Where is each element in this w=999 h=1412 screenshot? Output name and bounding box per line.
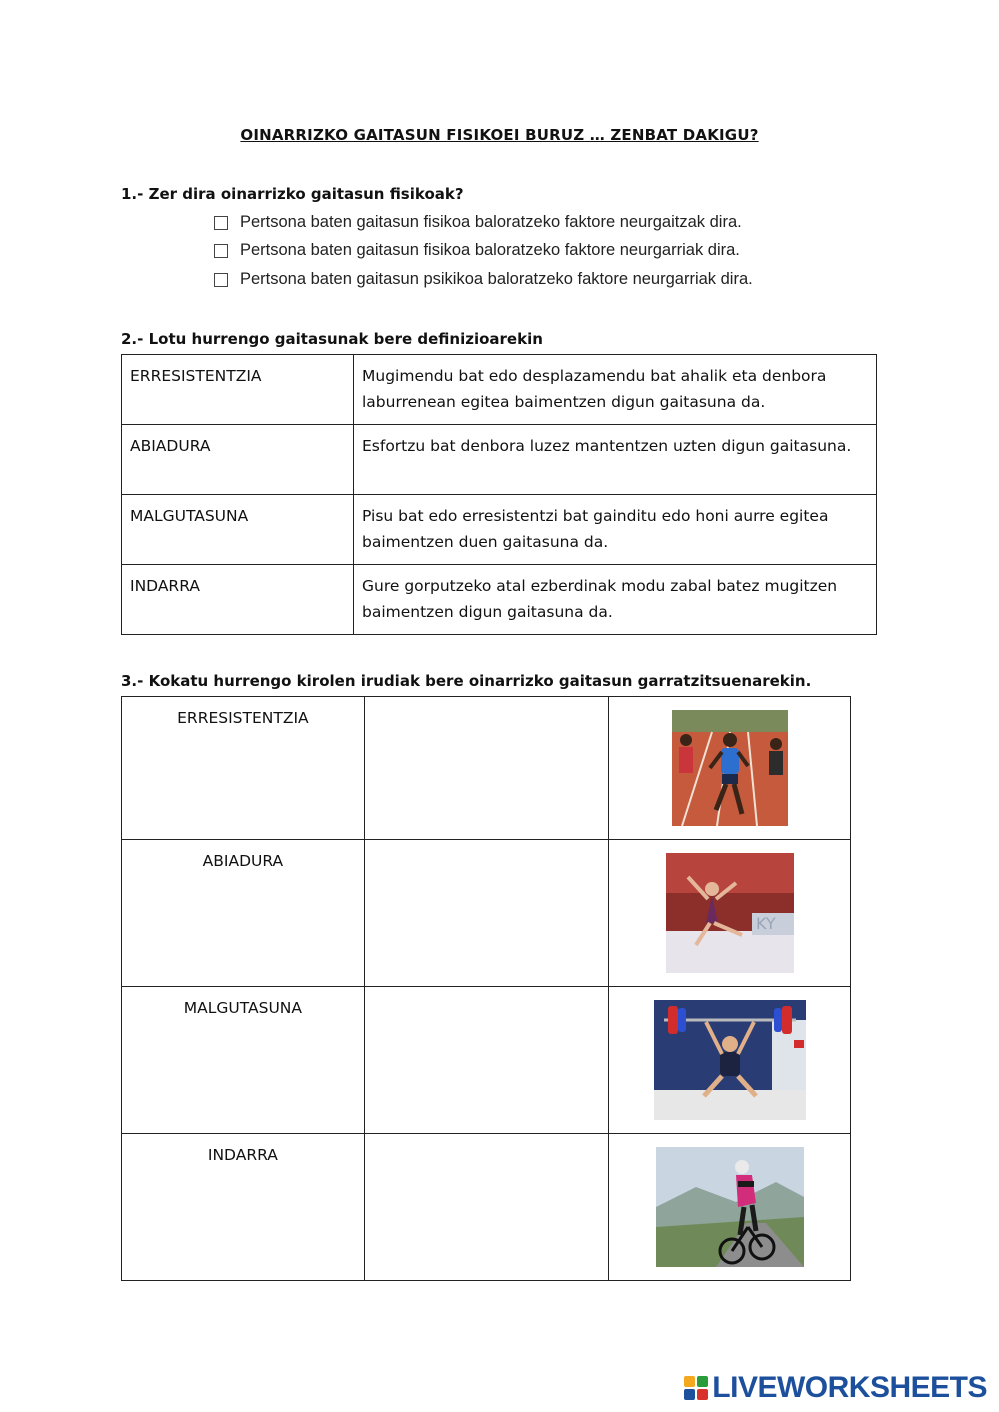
brand-name: LIVEWORKSHEETS — [712, 1371, 987, 1404]
term-cell[interactable]: ABIADURA — [122, 425, 354, 495]
definition-cell[interactable]: Pisu bat edo erresistentzi bat gainditu edo honi aurre egitea baimentzen duen gaitasuna da. — [354, 495, 877, 565]
gymnast-photo-icon[interactable] — [666, 853, 794, 973]
table-row — [122, 565, 877, 635]
table-row — [122, 355, 877, 425]
definition-cell[interactable]: Gure gorputzeko atal ezberdinak modu zabal batez mugitzen baimentzen digun gaitasuna da. — [354, 565, 877, 635]
option-2-label: Pertsona baten gaitasun fisikoa baloratzeko faktore neurgarriak dira. — [240, 241, 740, 259]
table-row — [122, 425, 877, 495]
option-1-label: Pertsona baten gaitasun fisikoa baloratzeko faktore neurgaitzak dira. — [240, 213, 742, 231]
option-3[interactable] — [214, 270, 753, 289]
option-3-label: Pertsona baten gaitasun psikikoa baloratzeko faktore neurgarriak dira. — [240, 270, 753, 288]
checkbox-2[interactable] — [214, 244, 228, 258]
svg-text:KY: KY — [755, 914, 776, 933]
question-1-heading: 1.- Zer dira oinarrizko gaitasun fisikoak? — [121, 185, 464, 203]
option-2[interactable] — [214, 241, 740, 260]
worksheet-title: OINARRIZKO GAITASUN FISIKOEI BURUZ … ZENBAT DAKIGU? — [240, 126, 759, 144]
term-cell[interactable]: ERRESISTENTZIA — [122, 355, 354, 425]
logo-block — [697, 1389, 708, 1400]
checkbox-3[interactable] — [214, 273, 228, 287]
logo-block — [684, 1376, 695, 1387]
term-cell[interactable]: INDARRA — [122, 565, 354, 635]
image-sorting-table — [121, 696, 851, 1281]
weightlifter-photo-icon[interactable] — [654, 1000, 806, 1120]
table-row — [122, 987, 851, 1134]
question-3-heading: 3.- Kokatu hurrengo kirolen irudiak bere oinarrizko gaitasun garratzitsuenarekin. — [121, 672, 812, 690]
category-label: ERRESISTENTZIA — [122, 697, 365, 840]
cyclist-photo-icon[interactable] — [656, 1147, 804, 1267]
liveworksheets-logo-icon — [684, 1376, 708, 1400]
drop-zone[interactable] — [364, 1134, 608, 1281]
category-label: ABIADURA — [122, 840, 365, 987]
definition-cell[interactable]: Mugimendu bat edo desplazamendu bat ahalik eta denbora laburrenean egitea baimentzen digun gaitasuna da. — [354, 355, 877, 425]
image-cell — [609, 1134, 851, 1281]
table-row — [122, 697, 851, 840]
drop-zone[interactable] — [364, 840, 608, 987]
drop-zone[interactable] — [364, 987, 608, 1134]
logo-block — [684, 1389, 695, 1400]
option-1[interactable] — [214, 213, 742, 232]
image-cell — [609, 697, 851, 840]
sprinter-photo-icon[interactable] — [672, 710, 788, 826]
term-cell[interactable]: MALGUTASUNA — [122, 495, 354, 565]
table-row — [122, 840, 851, 987]
footer-logo[interactable] — [684, 1371, 987, 1405]
category-label: INDARRA — [122, 1134, 365, 1281]
definition-cell[interactable]: Esfortzu bat denbora luzez mantentzen uzten digun gaitasuna. — [354, 425, 877, 495]
table-row — [122, 495, 877, 565]
drop-zone[interactable] — [364, 697, 608, 840]
checkbox-1[interactable] — [214, 216, 228, 230]
question-2-heading: 2.- Lotu hurrengo gaitasunak bere definizioarekin — [121, 330, 543, 348]
logo-block — [697, 1376, 708, 1387]
category-label: MALGUTASUNA — [122, 987, 365, 1134]
image-cell — [609, 987, 851, 1134]
image-cell — [609, 840, 851, 987]
table-row — [122, 1134, 851, 1281]
matching-table — [121, 354, 877, 635]
